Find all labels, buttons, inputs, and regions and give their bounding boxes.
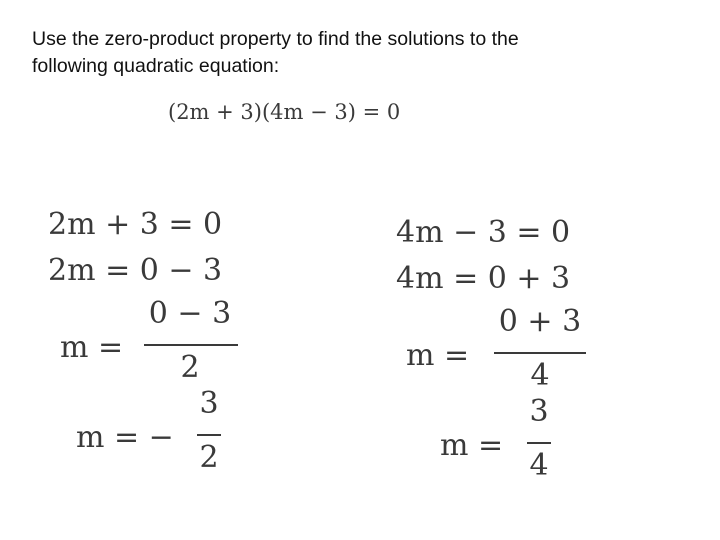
right-solution-numerator: 3 xyxy=(529,394,549,429)
right-step-3-numerator: 0 + 3 xyxy=(498,304,582,339)
instruction-text xyxy=(32,26,672,80)
left-solution-fraction xyxy=(76,386,236,486)
left-step-3-fraction xyxy=(60,296,260,396)
right-step-1: 4m − 3 = 0 xyxy=(396,215,571,250)
left-solution-denominator: 2 xyxy=(199,440,219,475)
left-step-3-lhs: m = xyxy=(60,330,124,365)
right-step-3-fraction-bar xyxy=(494,352,586,354)
left-solution-lhs: m = − xyxy=(76,420,174,455)
left-step-2: 2m = 0 − 3 xyxy=(48,253,223,288)
right-solution-fraction-bar xyxy=(527,442,551,444)
left-solution-fraction-bar xyxy=(197,434,221,436)
quadratic-equation: (2m + 3)(4m − 3) = 0 xyxy=(168,100,401,124)
left-solution-numerator: 3 xyxy=(199,386,219,421)
left-step-3-fraction-bar xyxy=(144,344,238,346)
instruction-line-1: Use the zero-product property to find the solutions to the xyxy=(32,28,519,50)
right-step-3-denominator: 4 xyxy=(530,358,550,393)
left-step-3-numerator: 0 − 3 xyxy=(148,296,232,331)
left-step-1: 2m + 3 = 0 xyxy=(48,207,223,242)
instruction-line-2: following quadratic equation: xyxy=(32,55,280,77)
left-step-3-denominator: 2 xyxy=(180,350,200,385)
right-step-3-fraction xyxy=(406,304,606,404)
right-step-3-lhs: m = xyxy=(406,338,470,373)
right-step-2: 4m = 0 + 3 xyxy=(396,261,571,296)
right-solution-lhs: m = xyxy=(440,428,504,463)
right-solution-denominator: 4 xyxy=(529,448,549,483)
right-solution-fraction xyxy=(440,394,580,494)
